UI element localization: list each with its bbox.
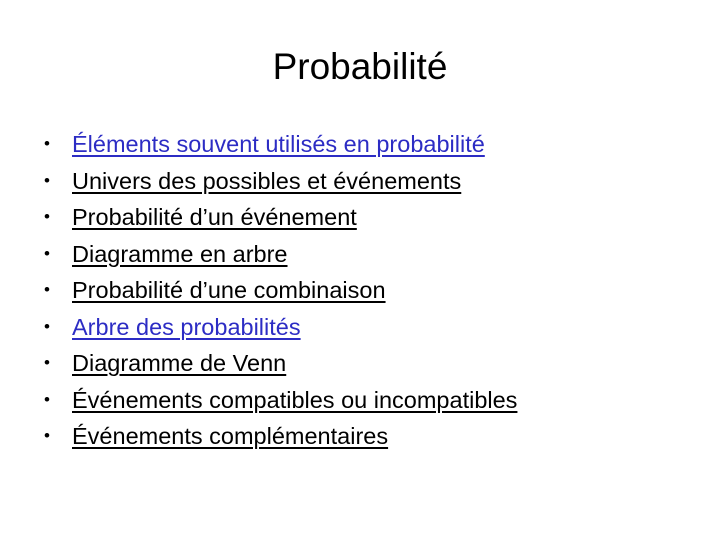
- bullet-icon: •: [44, 389, 50, 409]
- slide-title: Probabilité: [272, 46, 448, 87]
- topic-link-diagramme-venn[interactable]: Diagramme de Venn: [72, 350, 287, 376]
- bullet-icon: •: [44, 426, 50, 445]
- bullet-icon: •: [44, 353, 50, 372]
- topic-link-probabilite-combinaison[interactable]: Probabilité d’une combinaison: [72, 277, 386, 303]
- topic-link-arbre-probabilites[interactable]: Arbre des probabilités: [72, 313, 301, 340]
- topic-link-univers-possibles[interactable]: Univers des possibles et événements: [72, 167, 462, 194]
- bullet-icon: •: [44, 316, 50, 336]
- bullet-icon: •: [44, 207, 50, 226]
- topic-link-elements-probabilite[interactable]: Éléments souvent utilisés en probabilité: [72, 131, 485, 157]
- topic-link-probabilite-evenement[interactable]: Probabilité d’un événement: [72, 204, 357, 230]
- bullet-icon: •: [44, 134, 50, 153]
- topic-link-evenements-complementaires[interactable]: Événements complémentaires: [72, 423, 389, 449]
- bullet-icon: •: [44, 280, 50, 299]
- bullet-icon: •: [44, 170, 50, 190]
- topic-link-diagramme-arbre[interactable]: Diagramme en arbre: [72, 240, 288, 267]
- bullet-icon: •: [44, 243, 50, 263]
- topic-link-evenements-compatibles[interactable]: Événements compatibles ou incompatibles: [72, 386, 518, 413]
